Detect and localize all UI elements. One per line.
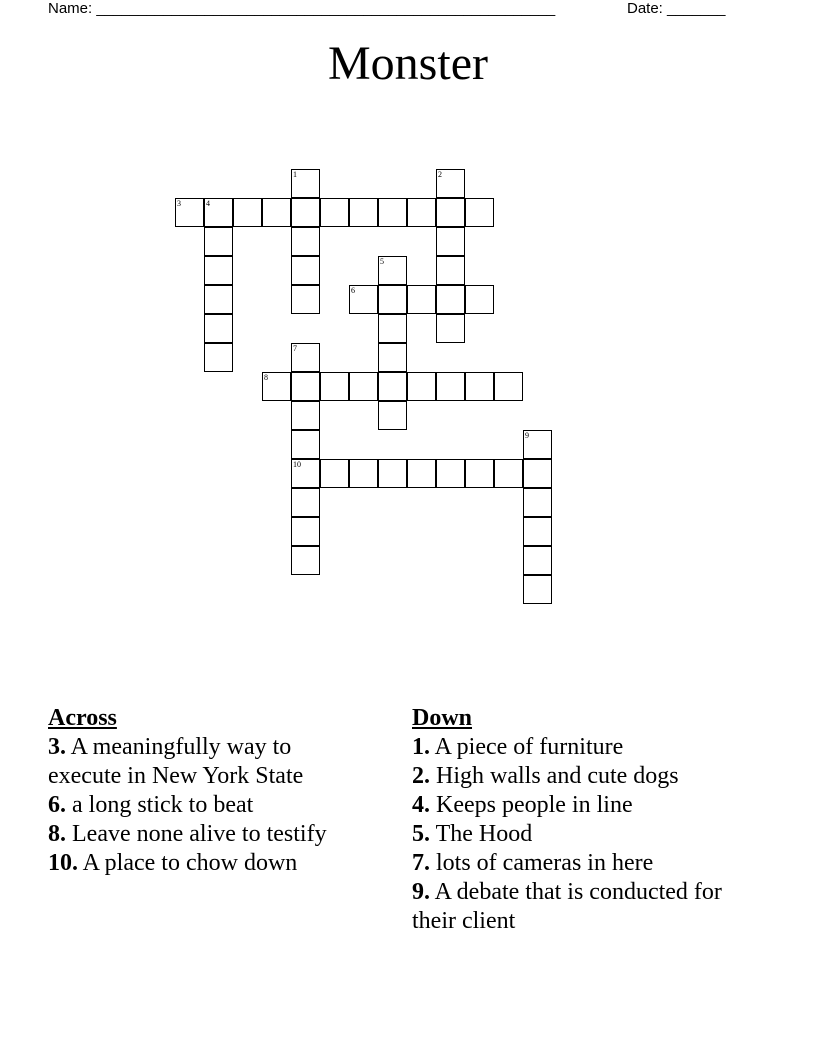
grid-cell[interactable]	[407, 198, 436, 227]
grid-cell[interactable]	[349, 285, 378, 314]
grid-cell[interactable]	[523, 546, 552, 575]
cell-number: 1	[293, 170, 297, 179]
clue-number: 10.	[48, 850, 78, 876]
down-heading: Down	[412, 705, 473, 731]
grid-cell[interactable]	[204, 227, 233, 256]
down-clues	[412, 704, 752, 936]
clue-number: 6.	[48, 792, 66, 818]
clue-down-7	[412, 849, 752, 878]
grid-cell[interactable]	[494, 459, 523, 488]
page-title: Monster	[328, 37, 488, 90]
grid-cell[interactable]	[523, 575, 552, 604]
clue-across-10	[48, 849, 368, 878]
grid-cell[interactable]	[204, 314, 233, 343]
cell-number: 4	[206, 199, 210, 208]
clue-number: 1.	[412, 734, 430, 760]
grid-cell[interactable]	[320, 372, 349, 401]
grid-cell[interactable]	[378, 285, 407, 314]
grid-cell[interactable]	[291, 430, 320, 459]
across-heading: Across	[48, 705, 117, 731]
grid-cell[interactable]	[320, 459, 349, 488]
grid-cell[interactable]	[378, 314, 407, 343]
clue-text: Keeps people in line	[430, 792, 633, 818]
clue-number: 4.	[412, 792, 430, 818]
clue-number: 2.	[412, 763, 430, 789]
grid-cell[interactable]	[291, 227, 320, 256]
clue-down-9	[412, 878, 752, 936]
clue-number: 3.	[48, 734, 66, 760]
grid-cell[interactable]	[407, 372, 436, 401]
grid-cell[interactable]	[465, 198, 494, 227]
grid-cell[interactable]	[436, 285, 465, 314]
grid-cell[interactable]	[291, 517, 320, 546]
grid-cell[interactable]	[262, 372, 291, 401]
grid-cell[interactable]	[291, 546, 320, 575]
grid-cell[interactable]	[494, 372, 523, 401]
grid-cell[interactable]	[291, 488, 320, 517]
clue-down-1	[412, 733, 752, 762]
grid-cell[interactable]	[291, 256, 320, 285]
date-field[interactable]: Date: _______	[627, 0, 726, 17]
clue-text: Leave none alive to testify	[66, 821, 327, 847]
grid-cell[interactable]	[378, 459, 407, 488]
grid-cell[interactable]	[378, 401, 407, 430]
grid-cell[interactable]	[523, 517, 552, 546]
name-field[interactable]: Name: _______________________________________________________	[48, 0, 556, 17]
grid-cell[interactable]	[349, 198, 378, 227]
cell-number: 9	[525, 431, 529, 440]
clue-across-8	[48, 820, 368, 849]
clue-number: 9.	[412, 879, 430, 905]
grid-cell[interactable]	[378, 343, 407, 372]
grid-cell[interactable]	[291, 285, 320, 314]
grid-cell[interactable]	[465, 285, 494, 314]
clue-text: The Hood	[430, 821, 533, 847]
grid-cell[interactable]	[291, 372, 320, 401]
cell-number: 10	[293, 460, 301, 469]
grid-cell[interactable]	[407, 459, 436, 488]
grid-cell[interactable]	[436, 372, 465, 401]
grid-cell[interactable]	[436, 314, 465, 343]
clue-text: A place to chow down	[78, 850, 298, 876]
clue-down-4	[412, 791, 752, 820]
clue-across-6	[48, 791, 368, 820]
across-clues	[48, 704, 368, 878]
grid-cell[interactable]	[407, 285, 436, 314]
grid-cell[interactable]	[436, 227, 465, 256]
grid-cell[interactable]	[436, 198, 465, 227]
grid-cell[interactable]	[291, 459, 320, 488]
cell-number: 8	[264, 373, 268, 382]
grid-cell[interactable]	[523, 430, 552, 459]
grid-cell[interactable]	[175, 198, 204, 227]
clue-text: A debate that is conducted for their client	[412, 879, 722, 934]
grid-cell[interactable]	[465, 372, 494, 401]
grid-cell[interactable]	[291, 343, 320, 372]
grid-cell[interactable]	[291, 169, 320, 198]
clue-text: a long stick to beat	[66, 792, 254, 818]
grid-cell[interactable]	[465, 459, 494, 488]
grid-cell[interactable]	[349, 372, 378, 401]
grid-cell[interactable]	[436, 256, 465, 285]
cell-number: 3	[177, 199, 181, 208]
grid-cell[interactable]	[262, 198, 291, 227]
clue-number: 7.	[412, 850, 430, 876]
clue-text: High walls and cute dogs	[430, 763, 679, 789]
grid-cell[interactable]	[378, 372, 407, 401]
grid-cell[interactable]	[204, 256, 233, 285]
clue-number: 8.	[48, 821, 66, 847]
clue-text: A meaningfully way to execute in New York State	[48, 734, 304, 789]
grid-cell[interactable]	[349, 459, 378, 488]
grid-cell[interactable]	[523, 459, 552, 488]
clue-down-5	[412, 820, 752, 849]
cell-number: 6	[351, 286, 355, 295]
grid-cell[interactable]	[378, 198, 407, 227]
grid-cell[interactable]	[291, 401, 320, 430]
cell-number: 5	[380, 257, 384, 266]
clue-number: 5.	[412, 821, 430, 847]
cell-number: 7	[293, 344, 297, 353]
cell-number: 2	[438, 170, 442, 179]
grid-cell[interactable]	[204, 198, 233, 227]
grid-cell[interactable]	[204, 285, 233, 314]
grid-cell[interactable]	[291, 198, 320, 227]
clue-text: A piece of furniture	[430, 734, 624, 760]
clue-text: lots of cameras in here	[430, 850, 654, 876]
grid-cell[interactable]	[436, 169, 465, 198]
clue-across-3	[48, 733, 368, 791]
grid-cell[interactable]	[436, 459, 465, 488]
grid-cell[interactable]	[378, 256, 407, 285]
clue-down-2	[412, 762, 752, 791]
grid-cell[interactable]	[523, 488, 552, 517]
grid-cell[interactable]	[204, 343, 233, 372]
grid-cell[interactable]	[233, 198, 262, 227]
grid-cell[interactable]	[320, 198, 349, 227]
